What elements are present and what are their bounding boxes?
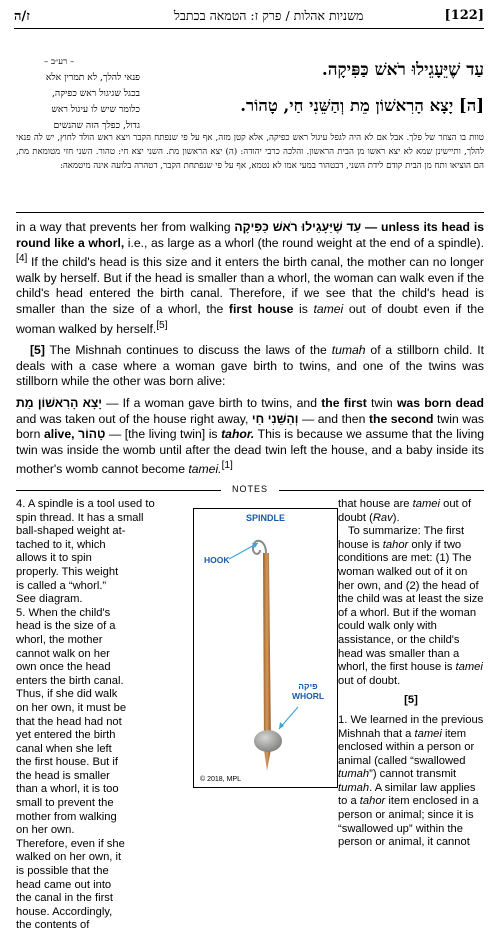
text: in a way that prevents her from walking [16,220,235,234]
divider [279,490,484,491]
section-number: [5] [30,343,45,358]
text: — and then [298,411,369,426]
mishnah-line-1: עַד שֶׁיֵּעָגֵילוּ רֹאשׁ כַּפִּיקָה. [321,60,484,80]
rav-line: כלומר שיש לו עיגול ראש [51,104,140,115]
text: item enclosed within a person or animal (called “swallowed [338,727,475,767]
text: and was taken out of the house right away, [16,411,252,426]
paragraph [16,343,484,390]
text: out of doubt. [338,674,401,687]
bold-text: alive, [43,427,75,442]
whorl-label [286,681,330,701]
rav-line: גדול, כפלך הזה שהנשים [53,120,140,131]
hebrew-phrase: וְהַשֵּׁנִי חַי [251,411,299,426]
rav-line: פנאי להלך, לא תמרין אלא [45,72,140,83]
hebrew-phrase: יָצָא הָרִאשׁוֹן מֵת [16,396,102,411]
text: — If a woman gave birth to twins, and [102,396,322,411]
text: of a stillborn child. It deals with a case where a woman gave birth to twins, and one of the twins was stillborn while the other was born alive: [16,343,484,389]
italic-term: tumah [338,781,370,794]
notes-divider [16,484,484,496]
text: twin was born [16,411,484,442]
bold-text: was born dead [396,396,484,411]
note-4-start: 4. A spindle is a tool used to spin thread. It has a small ball-shaped weight at- [16,498,155,538]
text: To summarize: The first house is [338,525,465,551]
text: out of doubt even if the woman walked by herself. [16,302,484,336]
paragraph [16,396,484,478]
paragraph [16,220,484,337]
italic-term: tumah [331,343,366,358]
footnote-ref: [1] [221,460,233,472]
whorl-english-label: WHORL [291,691,325,701]
italic-term: tamei [412,498,440,510]
text: only if two conditions are met: (1) The woman walked out of it on her own, and (2) the head of the child was at least the size of a whorl. But if the woman could walk only with assistance, or the child's head was smaller than a whorl, the first house is [338,538,484,674]
note-4-rest: tached to it, which allows it to spin properly. This weight is called a “whorl.” See diagram. [16,538,119,606]
notes-column-right [338,498,484,850]
italic-term: tamei [414,727,442,740]
text: that house are [338,498,413,510]
bold-text: first house [228,302,294,317]
page-header [14,6,484,29]
italic-term: tumah [338,768,370,781]
mishnah-line-2: [ה] יָצָא הָרִאשׁוֹן מֵת וְהַשֵּׁנִי חַי, טָהוֹר. [240,96,484,115]
spindle-illustration [194,509,337,787]
text: item enclosed in a person or animal; since it is “swallowed up” within the person or animal, it cannot [338,795,479,849]
rav-commentary [22,70,140,134]
italic-term: tahor. [221,427,255,442]
bold-text: — unless its head is round like a whorl, [16,220,484,250]
text: is [293,302,314,317]
bold-text: the second [368,411,434,426]
italic-term: tamei [455,661,483,674]
text: ”) cannot transmit [369,768,457,781]
text: . A similar law applies to a [338,781,476,808]
text: 1. We learned in the previous Mishnah that a [338,713,484,740]
notes-column-left [16,498,156,933]
hebrew-phrase: טָהוֹר [78,427,106,442]
copyright: © 2018, MPL [200,776,241,783]
text: ). [392,511,400,524]
italic-term: tahor [382,538,409,551]
section-heading: [5] [404,694,418,707]
text: out of doubt ( [338,498,472,524]
english-translation [16,220,484,484]
text: The Mishnah continues to discuss the laws of the [44,343,332,358]
text: This is because we assume that the living twin was inside the womb until after the dead twin left the house, and a baby inside its mother's womb cannot become [16,427,484,477]
rav-line: בכגל שגיגול ראש כפיקה, [51,88,140,99]
text: i.e., as large as a whorl (the round weight at the end of a spindle). [124,235,484,250]
notes-label: NOTES [231,484,268,494]
hook-label: HOOK [204,555,230,565]
text: — [the living twin] is [105,427,222,442]
running-title: משניות אהלות / פרק ז: הטמאה בכתבל [174,8,364,23]
note-5-end [338,498,484,525]
footnote-ref: [5] [156,319,168,331]
hebrew-phrase: עַד שֶׁיֵּעָגֵילוּ רֹאשׁ כַּפִּיקָה [234,220,362,234]
divider [16,212,484,213]
italic-term: tahor [359,795,386,808]
diagram-title: SPINDLE [245,513,285,523]
italic-term: Rav [372,511,393,524]
whorl-hebrew-label: פיקה [298,681,318,691]
bartenura-commentary: טוות בו הצוזר של פלך. אבל אם לא היה לגפל עיגול ראש כפיקה, אלא קטן מזה, אף על פי שנפתח הקבר ויצא ראש הולד לחוץ, יש לה פנאי להלך, ותיישינן שמא לא יצא ראשו מן הבית הראשון. והלכה כרבי יהודה: (ה) יצא הראשון מת. השני יצא חי: טהור. השני חזי מטומאת מת, הם הוציאו ותח מן הבית קודם לידת השני, דבטהור במעי אמו לא נטמא, אף על פי שנפתחת הקבר, דטהרה בלועה אינה מיטמאה: [16,133,484,171]
footnote-ref: [4] [16,253,28,265]
text: If the child's head is this size and it enters the birth canal, the mother can no longer walk by herself. But if the head is smaller than a whorl, the woman can walk even if the child's head entered the birth canal. Therefore, if we see that the child's head is smaller than the size of a whorl, the [16,255,484,317]
rav-label: – רע״ב – [44,57,75,67]
chapter-ref: ז/ה [14,9,30,24]
bold-text: the first [321,396,367,411]
page-number: [122] [444,8,484,23]
text: twin [366,396,397,411]
note-5: 5. When the child's head is the size of a whorl, the mother cannot walk on her own once the head enters the birth canal. Thus, if she did walk on her own, it must be that the head had not yet entered the birth canal when she left the first house. But if the head is smaller than a whorl, it is too small to prevent the mother from walking on her own. Therefore, even if she walked on her own, it is possible that the head came out into the canal in the first house. Accordingly, the contents of [16,606,127,932]
note-continued [16,539,128,933]
italic-term: tamei [313,302,344,317]
summary [338,525,484,688]
italic-term: tamei. [188,462,222,477]
spindle-diagram [193,508,338,788]
whorl-shape [254,730,282,752]
note-1 [338,714,484,850]
